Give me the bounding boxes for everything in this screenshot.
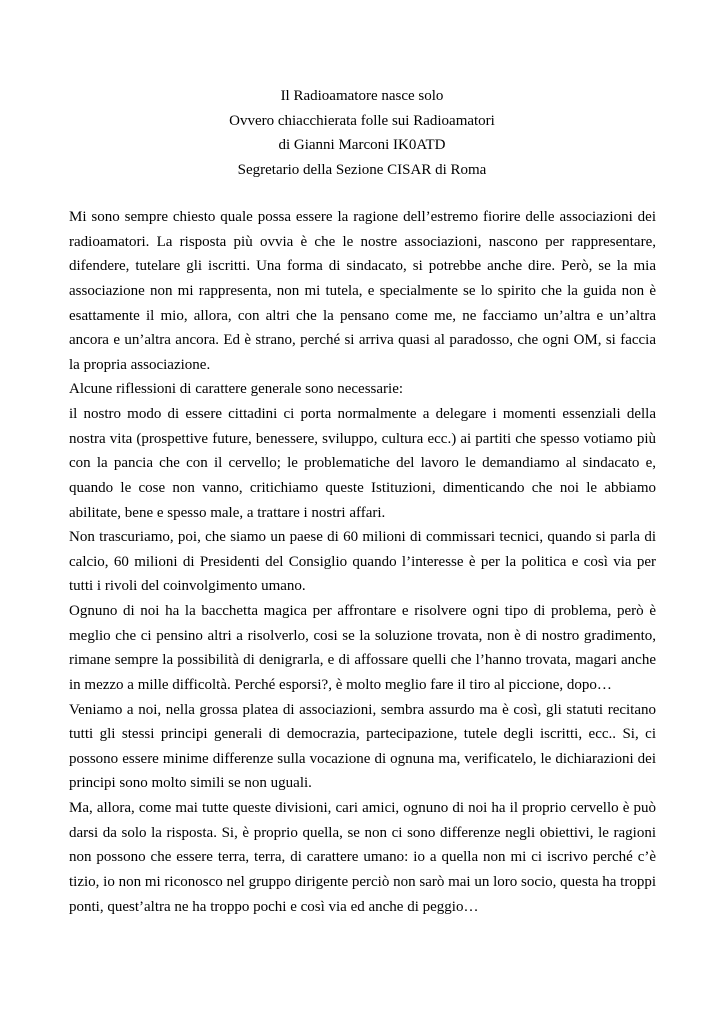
paragraph: Non trascuriamo, poi, che siamo un paese di 60 milioni di commissari tecnici, quando si parla di calcio, 60 milioni di Presidenti del Consiglio quando l’interesse è per la politica e così via per tutti i rivoli del coinvolgimento umano. xyxy=(69,529,656,595)
paragraph: Ma, allora, come mai tutte queste divisioni, cari amici, ognuno di noi ha il proprio cervello è può darsi da solo la risposta. Si, è proprio quella, se non ci sono differenze negli obiettivi, le ragioni non possono che essere terra, terra, di carattere umano: io a quella non mi ci iscrivo perché c’è tizio, io non mi riconosco nel gruppo dirigente perciò non sarò mai un loro socio, questa ha troppi ponti, quest’altra ne ha troppo pochi e così via ed anche di peggio… xyxy=(69,800,656,915)
document-author-role: Segretario della Sezione CISAR di Roma xyxy=(237,161,487,178)
paragraph: Veniamo a noi, nella grossa platea di associazioni, sembra assurdo ma è così, gli statuti recitano tutti gli stessi principi generali di democrazia, partecipazione, tutele degli iscritti, ecc.. Si, ci possono essere minime differenze sulla vocazione di ognuna ma, verificatelo, le dichiarazioni dei principi sono molto simili se non uguali. xyxy=(69,701,656,792)
paragraph: il nostro modo di essere cittadini ci porta normalmente a delegare i momenti essenziali della nostra vita (prospettive future, benessere, sviluppo, cultura ecc.) ai partiti che spesso votiamo più con la pancia che con il cervello; le problematiche del lavoro le demandiamo al sindacato e, quando le cose non vanno, critichiamo queste Istituzioni, dimenticando che noi le abbiamo abilitate, bene e spesso male, a trattare i nostri affari. xyxy=(69,406,656,521)
document-title: Il Radioamatore nasce solo xyxy=(280,88,444,104)
paragraph: Alcune riflessioni di carattere generale sono necessarie: xyxy=(69,381,404,398)
paragraph: Ognuno di noi ha la bacchetta magica per affrontare e risolvere ogni tipo di problema, però è meglio che ci pensino altri a risolverlo, cosi se la soluzione trovata, non è di nostro gradimento, rimane sempre la possibilità di denigrarla, e di affossare quelli che l’hanno trovata, magari anche in mezzo a mille difficoltà. Perché esporsi?, è molto meglio fare il tiro al piccione, dopo… xyxy=(69,603,656,693)
paragraph: Mi sono sempre chiesto quale possa essere la ragione dell’estremo fiorire delle associazioni dei radioamatori. La risposta più ovvia è che le nostre associazioni, nascono per rappresentare, difendere, tutelare gli iscritti. Una forma di sindacato, si potrebbe anche dire. Però, se la mia associazione non mi rappresenta, non mi tutela, e specialmente se lo spirito che la guida non è esattamente il mio, allora, con altri che la pensano come me, ne facciamo un’altra e un’altra ancora e un’altra ancora. Ed è strano, perché si arriva quasi al paradosso, che ogni OM, si faccia la propria associazione. xyxy=(69,209,656,373)
document-body xyxy=(69,205,656,919)
document-header xyxy=(0,84,724,182)
document-subtitle: Ovvero chiacchierata folle sui Radioamatori xyxy=(229,112,495,129)
document-author: di Gianni Marconi IK0ATD xyxy=(278,137,446,153)
